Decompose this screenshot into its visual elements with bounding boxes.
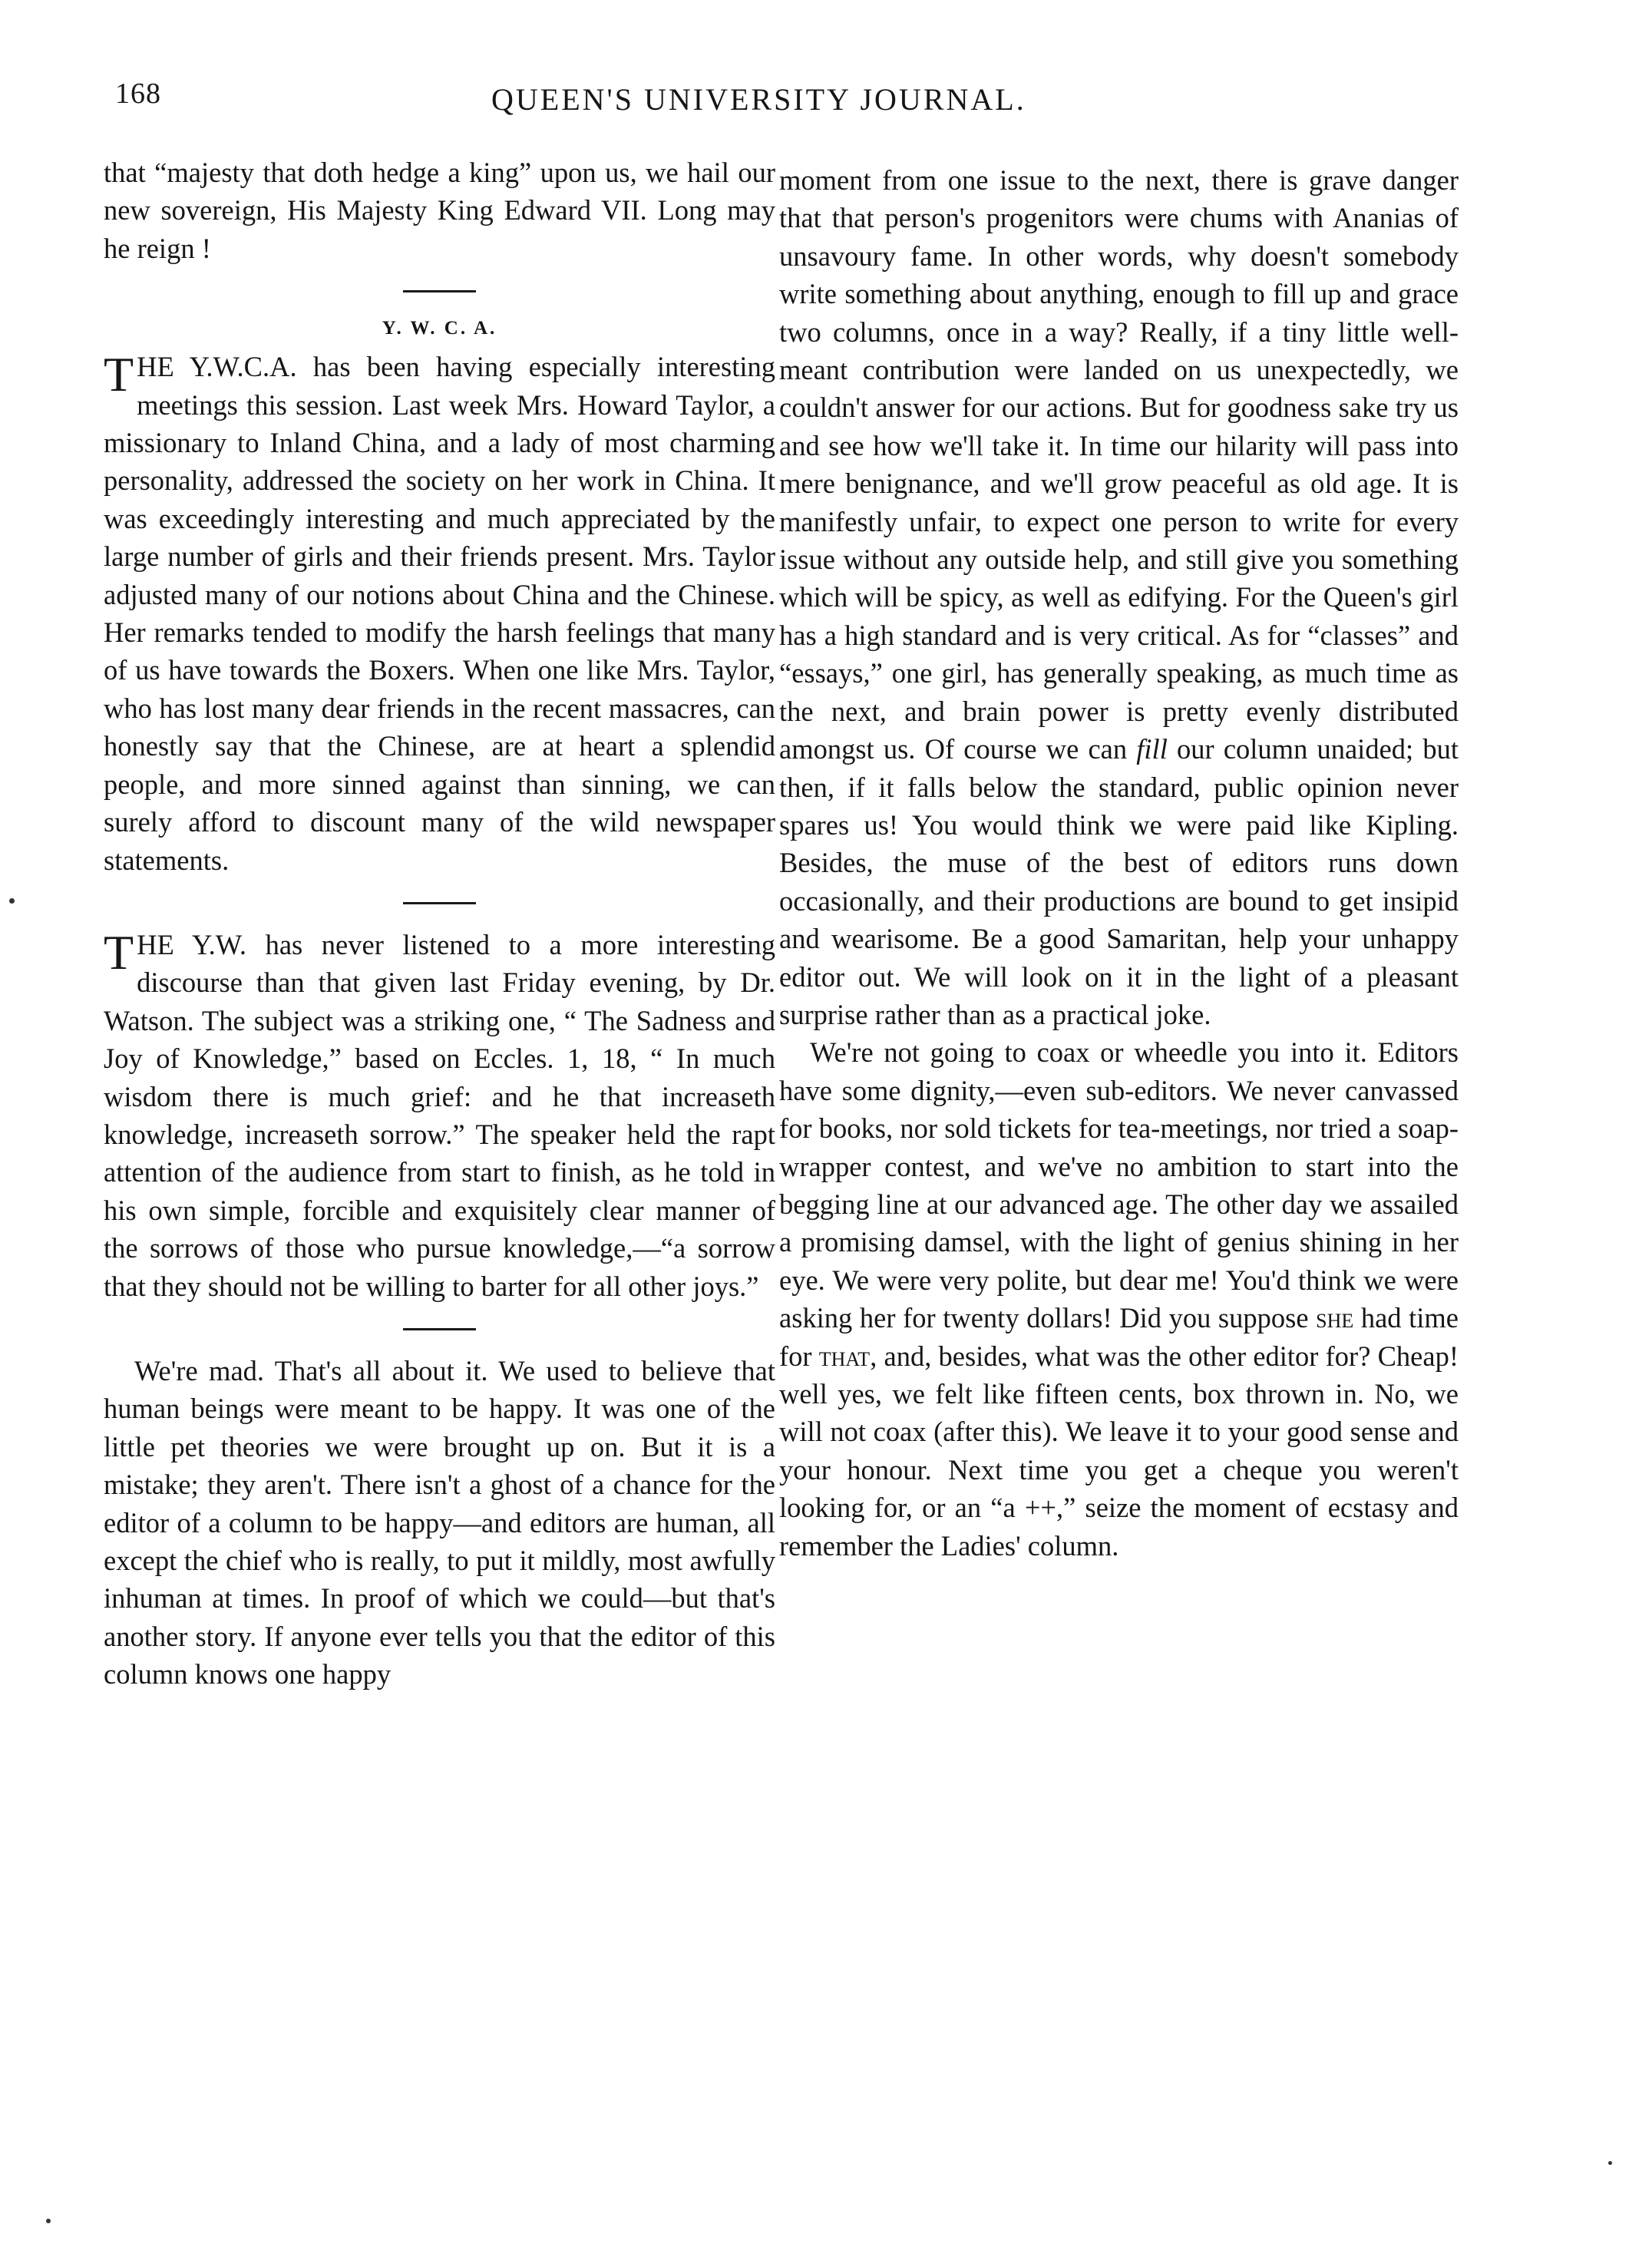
coax-text-b: had time for <box>779 1302 1459 1372</box>
section-divider <box>403 290 476 292</box>
left-column <box>104 154 775 1694</box>
continued-paragraph <box>779 161 1459 1033</box>
drop-cap: T <box>104 924 134 980</box>
ywca-paragraph-2 <box>104 926 775 1305</box>
opening-paragraph: that “majesty that doth hedge a king” upon us, we hail our new sovereign, His Majesty King Edward VII. Long may he reign ! <box>104 157 775 264</box>
smallcaps-she: she <box>1316 1302 1354 1334</box>
editor-paragraph: We're mad. That's all about it. We used to believe that human beings were meant to be happy. It was one of the little pet theories we were brought up on. But it is a mistake; they aren't. There isn't a ghost of a chance for the editor of a column to be happy—and editors are human, all except the chief who is really, to put it mildly, most awfully inhuman at times. In proof of which we could—but that's another story. If anyone ever tells you that the editor of this column knows one happy <box>104 1354 775 1690</box>
section-heading-ywca: Y. W. C. A. <box>382 318 497 339</box>
running-title: QUEEN'S UNIVERSITY JOURNAL. <box>491 82 1026 117</box>
continued-text-b: our column unaided; but then, if it falls below the standard, public opinion never spares us! You would think we were paid like Kipling. Besides, the muse of the best of editors runs down occasionally, and their productions are bound to get insipid and wearisome. Be a good Samaritan, help your unhappy editor out. We will look on it in the light of a pleasant surprise rather than as a practical joke. <box>779 733 1459 1030</box>
section-divider <box>403 902 476 904</box>
right-column <box>779 161 1459 1565</box>
coax-paragraph <box>779 1033 1459 1565</box>
ywca-paragraph-2-text: HE Y.W. has never listened to a more interesting discourse than that given last Friday evening, by Dr. Watson. The subject was a striking one, “ The Sadness and Joy of Knowledge,” based on Eccles. 1, 18, “ In much wisdom there is much grief: and he that increaseth knowledge, increaseth sorrow.” The speaker held the rapt attention of the audience from start to finish, as he told in his own simple, forcible and exquisitely clear manner of the sorrows of those who pursue knowledge,—“a sorrow that they should not be willing to barter for all other joys.” <box>104 928 775 1302</box>
section-divider <box>403 1328 476 1330</box>
continued-text-a: moment from one issue to the next, there is grave danger that that person's progenitors were chums with Ananias of unsavoury fame. In other words, why doesn't somebody write something about anything, enough to fill up and grace two columns, once in a way? Really, if a tiny little well-meant contribution were landed on us unexpectedly, we couldn't answer for our actions. But for goodness sake try us and see how we'll take it. In time our hilarity will pass into mere benignance, and we'll grow peaceful as old age. It is manifestly unfair, to expect one person to write for every issue without any outside help, and still give you something which will be spicy, as well as edifying. For the Queen's girl has a high standard and is very critical. As for “classes” and “essays,” one girl, has generally speaking, as much time as the next, and brain power is pretty evenly distributed amongst us. Of course we can <box>779 164 1459 765</box>
coax-text-c: , and, besides, what was the other editor for? Cheap! well yes, we felt like fifteen cents, box thrown in. No, we will not coax (after this). We leave it to your good sense and your honour. Next time you get a cheque you weren't looking for, or an “a ++,” seize the moment of ecstasy and remember the Ladies' column. <box>779 1340 1459 1562</box>
scan-speck <box>9 898 15 904</box>
coax-text-a: We're not going to coax or wheedle you into it. Editors have some dignity,—even sub-editors. We never canvassed for books, nor sold tickets for tea-meetings, nor tried a soap-wrapper contest, and we've no ambition to start into the begging line at our advanced age. The other day we assailed a promising damsel, with the light of genius shining in her eye. We were very polite, but dear me! You'd think we were asking her for twenty dollars! Did you suppose <box>779 1036 1459 1334</box>
page-number: 168 <box>115 78 161 110</box>
italic-word: fill <box>1136 733 1168 765</box>
scan-speck <box>46 2219 51 2223</box>
smallcaps-that: that <box>818 1340 871 1372</box>
ywca-paragraph-1-text: HE Y.W.C.A. has been having especially interesting meetings this session. Last week Mrs. Howard Taylor, a missionary to Inland China, and a lady of most charming personality, addressed the society on her work in China. It was exceedingly interesting and much appreciated by the large number of girls and their friends present. Mrs. Taylor adjusted many of our notions about China and the Chinese. Her remarks tended to modify the harsh feelings that many of us have towards the Boxers. When one like Mrs. Taylor, who has lost many dear friends in the recent massacres, can honestly say that the Chinese, are at heart a splendid people, and more sinned against than sinning, we can surely afford to discount many of the wild newspaper statements. <box>104 351 775 876</box>
drop-cap: T <box>104 347 134 402</box>
scan-speck <box>1608 2161 1612 2165</box>
ywca-paragraph-1 <box>104 348 775 879</box>
